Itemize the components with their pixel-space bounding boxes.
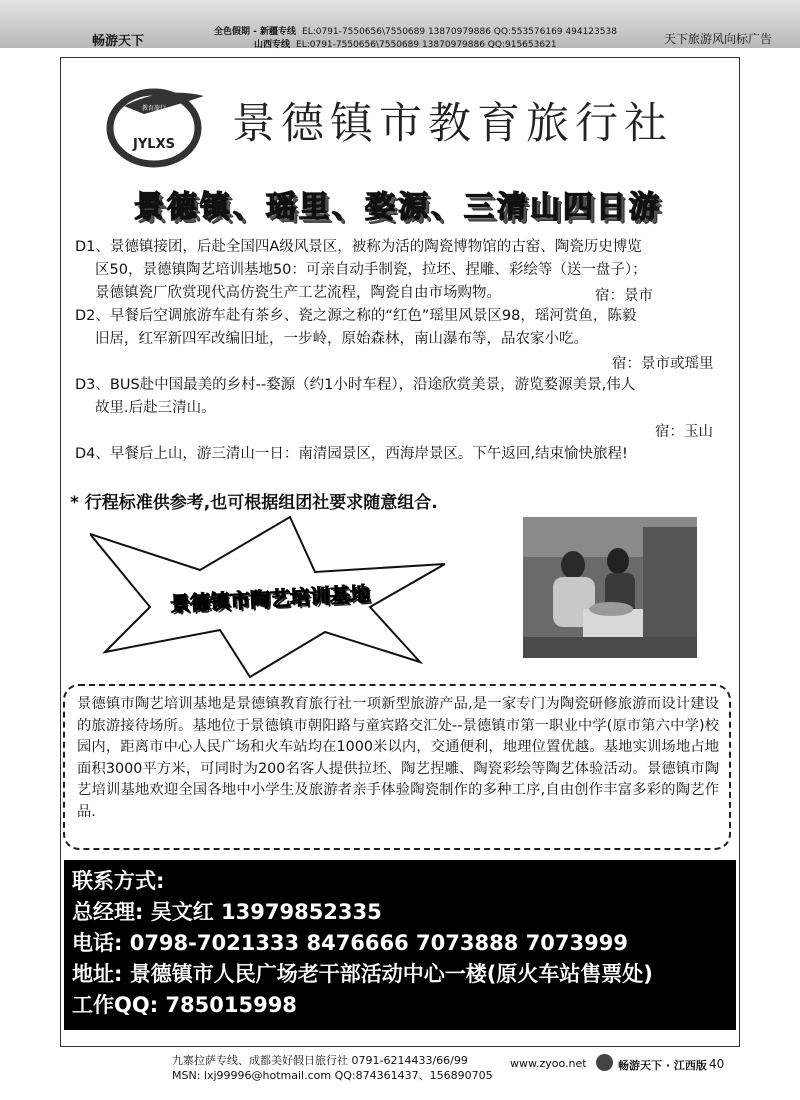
- publication-logo-icon: [596, 1054, 613, 1071]
- hotline-label: 山西专线: [254, 40, 291, 50]
- route-title: 景德镇、瑶里、婺源、三清山四日游: [134, 190, 662, 225]
- contact-heading: 联系方式:: [72, 869, 165, 893]
- footer-website: www.zyoo.net: [510, 1057, 587, 1070]
- itinerary-d2-line1: D2、早餐后空调旅游车赴有茶乡、瓷之源之称的“红色”瑶里风景区98，瑶河赏鱼，陈毅: [75, 308, 637, 324]
- header-left-title: 畅游天下: [92, 34, 145, 49]
- hotline-info: EL:0791-7550656\7550689 13870979886 QQ:553576169 494123538: [302, 27, 617, 37]
- hotline-shanxi: [254, 37, 557, 50]
- logo-subtext: 教育旅行: [141, 105, 167, 112]
- agency-name: 景德镇市教育旅行社: [232, 99, 673, 149]
- itinerary-d3-stay: 宿：玉山: [655, 424, 713, 440]
- agency-logo: [104, 86, 210, 168]
- itinerary-d2-line2: 旧居，红军新四军改编旧址，一步岭，原始森林，南山瀑布等，品农家小吃。: [95, 331, 588, 347]
- hotline-label: 全色假期 - 新疆专线: [214, 27, 297, 37]
- page-header: [0, 0, 800, 48]
- page-number: 40: [709, 1057, 725, 1071]
- itinerary-d1-line2: 区50，景德镇陶艺培训基地50：可亲自动手制瓷，拉坯、捏雕、彩绘等（送一盘子）；: [95, 262, 647, 278]
- itinerary-d3-line2: 故里.后赴三清山。: [95, 400, 216, 416]
- training-base-description: 景德镇市陶艺培训基地是景德镇教育旅行社一项新型旅游产品,是一家专门为陶瓷研修旅游而设计建设的旅游接待场所。基地位于景德镇市朝阳路与童宾路交汇处--景德镇市第一职业中学(原市第六中学)校园内，距离市中心人民广场和火车站均在1000米以内，交通便利，地理位置优越。基地实训场地占地面积3000平方米，可同时为200名客人提供拉坯、陶艺捏雕、陶瓷彩绘等陶艺体验活动。景德镇市陶艺培训基地欢迎全国各地中小学生及旅游者亲手体验陶瓷制作的多种工序,自由创作丰富多彩的陶艺作品.: [63, 684, 731, 850]
- footer-agency-line: 九寨拉萨专线、成都美好假日旅行社 0791-6214433/66/99: [172, 1054, 468, 1067]
- itinerary-d2-stay: 宿：景市或瑶里: [612, 356, 714, 372]
- hotline-xinjiang: [214, 24, 617, 37]
- contact-manager: 总经理: 吴文红 13979852335: [72, 900, 382, 924]
- contact-phone: 电话: 0798-7021333 8476666 7073888 7073999: [72, 931, 628, 955]
- footer-publication: 畅游天下 · 江西版: [618, 1059, 707, 1072]
- itinerary-note: * 行程标准供参考,也可根据组团社要求随意组合.: [70, 493, 438, 513]
- itinerary-d4: D4、早餐后上山，游三清山一日：南清园景区，西海岸景区。下午返回,结束愉快旅程!: [75, 446, 628, 462]
- training-base-label: 景德镇市陶艺培训基地: [169, 581, 371, 617]
- logo-text: JYLXS: [133, 137, 175, 152]
- itinerary-d1-line1: D1、景德镇接团，后赴全国四A级风景区，被称为活的陶瓷博物馆的古窑、陶瓷历史博览: [75, 239, 642, 255]
- itinerary-d3-line1: D3、BUS赴中国最美的乡村--婺源（约1小时车程），沿途欣赏美景，游览婺源美景,伟人: [75, 377, 636, 393]
- header-right-title: 天下旅游风向标广告: [663, 32, 772, 46]
- contact-address: 地址: 景德镇市人民广场老干部活动中心一楼(原火车站售票处): [72, 962, 653, 986]
- contact-box: [64, 860, 736, 1030]
- contact-qq: 工作QQ: 785015998: [72, 993, 297, 1017]
- pottery-photo: [523, 517, 697, 658]
- hotline-info: EL:0791-7550656\7550689 13870979886 QQ:915653621: [296, 40, 557, 50]
- itinerary-d1-line3: 景德镇瓷厂欣赏现代高仿瓷生产工艺流程，陶瓷自由市场购物。: [95, 285, 501, 301]
- itinerary-d1-stay: 宿：景市: [595, 288, 653, 304]
- footer-msn-line: MSN: lxj99996@hotmail.com QQ:874361437、156890705: [172, 1069, 493, 1082]
